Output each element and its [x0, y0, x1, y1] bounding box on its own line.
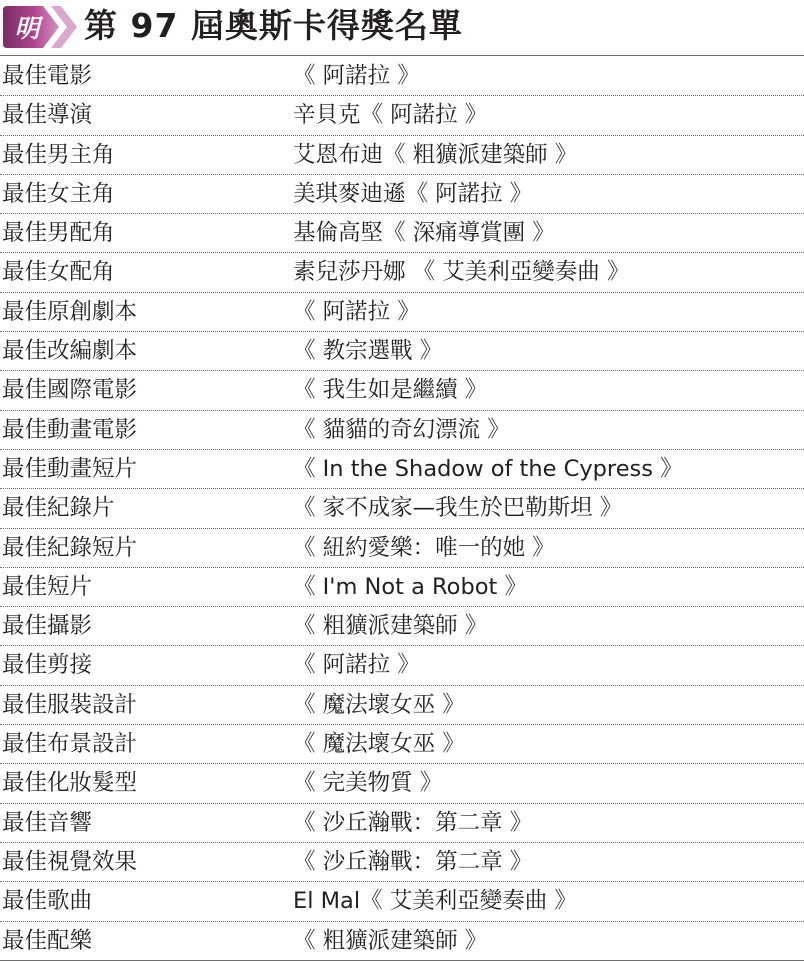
award-winner: 《 家不成家—我生於巴勒斯坦 》 — [293, 495, 623, 522]
award-row — [0, 804, 804, 843]
award-row — [0, 96, 804, 135]
award-row — [0, 293, 804, 332]
award-category: 最佳改編劇本 — [2, 338, 138, 365]
page-title: 第 97 屆奧斯卡得獎名單 — [84, 6, 463, 45]
award-winner: 《 阿諾拉 》 — [293, 298, 420, 325]
award-winner: 素兒莎丹娜 《 艾美利亞變奏曲 》 — [293, 259, 630, 286]
award-row — [0, 332, 804, 371]
award-winner: 《 沙丘瀚戰：第二章 》 — [293, 848, 533, 875]
award-category: 最佳動畫短片 — [2, 455, 138, 482]
award-winner: 《 粗獷派建築師 》 — [293, 927, 488, 954]
award-category: 最佳攝影 — [2, 613, 93, 640]
page-header — [0, 0, 804, 52]
award-category: 最佳紀錄片 — [2, 495, 115, 522]
award-winner: 《 沙丘瀚戰：第二章 》 — [293, 809, 533, 836]
award-row — [0, 136, 804, 175]
award-row — [0, 529, 804, 568]
award-row — [0, 175, 804, 214]
award-row — [0, 253, 804, 292]
award-category: 最佳配樂 — [2, 927, 93, 954]
award-category: 最佳電影 — [2, 63, 93, 89]
award-category: 最佳女主角 — [2, 180, 115, 207]
award-winner: 基倫高堅《 深痛導賞團 》 — [293, 220, 555, 247]
award-winner: 《 阿諾拉 》 — [293, 63, 420, 89]
award-category: 最佳布景設計 — [2, 731, 138, 758]
newspaper-logo — [3, 4, 79, 50]
award-row — [0, 214, 804, 253]
header-divider — [0, 55, 804, 56]
award-winner: 《 I'm Not a Robot 》 — [293, 573, 527, 600]
award-category: 最佳視覺效果 — [2, 848, 138, 875]
award-row — [0, 607, 804, 646]
award-winner: 《 魔法壞女巫 》 — [293, 691, 465, 718]
award-category: 最佳女配角 — [2, 259, 115, 286]
award-category: 最佳服裝設計 — [2, 691, 138, 718]
award-winner: 《 紐約愛樂：唯一的她 》 — [293, 534, 555, 561]
award-winner: 《 In the Shadow of the Cypress 》 — [293, 455, 683, 482]
award-category: 最佳動畫電影 — [2, 416, 138, 443]
award-category: 最佳音響 — [2, 809, 93, 836]
award-category: 最佳歌曲 — [2, 888, 93, 915]
award-row — [0, 843, 804, 882]
award-winner: 《 阿諾拉 》 — [293, 652, 420, 679]
award-category: 最佳導演 — [2, 102, 93, 129]
award-category: 最佳男配角 — [2, 220, 115, 247]
award-row — [0, 450, 804, 489]
award-category: 最佳短片 — [2, 573, 93, 600]
award-category: 最佳男主角 — [2, 141, 115, 168]
award-category: 最佳國際電影 — [2, 377, 138, 404]
award-row — [0, 411, 804, 450]
award-row — [0, 725, 804, 764]
award-winner: El Mal《 艾美利亞變奏曲 》 — [293, 888, 577, 915]
award-winner: 《 貓貓的奇幻漂流 》 — [293, 416, 510, 443]
award-category: 最佳原創劇本 — [2, 298, 138, 325]
award-category: 最佳紀錄短片 — [2, 534, 138, 561]
award-row — [0, 57, 804, 96]
award-row — [0, 568, 804, 607]
award-row — [0, 686, 804, 725]
award-row — [0, 646, 804, 685]
award-category: 最佳化妝髮型 — [2, 770, 138, 797]
award-winner: 辛貝克《 阿諾拉 》 — [293, 102, 488, 129]
award-winner: 《 魔法壞女巫 》 — [293, 731, 465, 758]
award-row — [0, 882, 804, 921]
award-winner: 《 粗獷派建築師 》 — [293, 613, 488, 640]
award-winner: 《 完美物質 》 — [293, 770, 443, 797]
award-row — [0, 922, 804, 961]
award-category: 最佳剪接 — [2, 652, 93, 679]
award-winner: 艾恩布迪《 粗獷派建築師 》 — [293, 141, 578, 168]
award-row — [0, 371, 804, 410]
award-row — [0, 764, 804, 803]
svg-text:明: 明 — [14, 14, 40, 43]
award-winner: 美琪麥迪遜《 阿諾拉 》 — [293, 180, 533, 207]
award-row — [0, 489, 804, 528]
award-winner: 《 教宗選戰 》 — [293, 338, 443, 365]
award-winner: 《 我生如是繼續 》 — [293, 377, 488, 404]
awards-list — [0, 57, 804, 961]
